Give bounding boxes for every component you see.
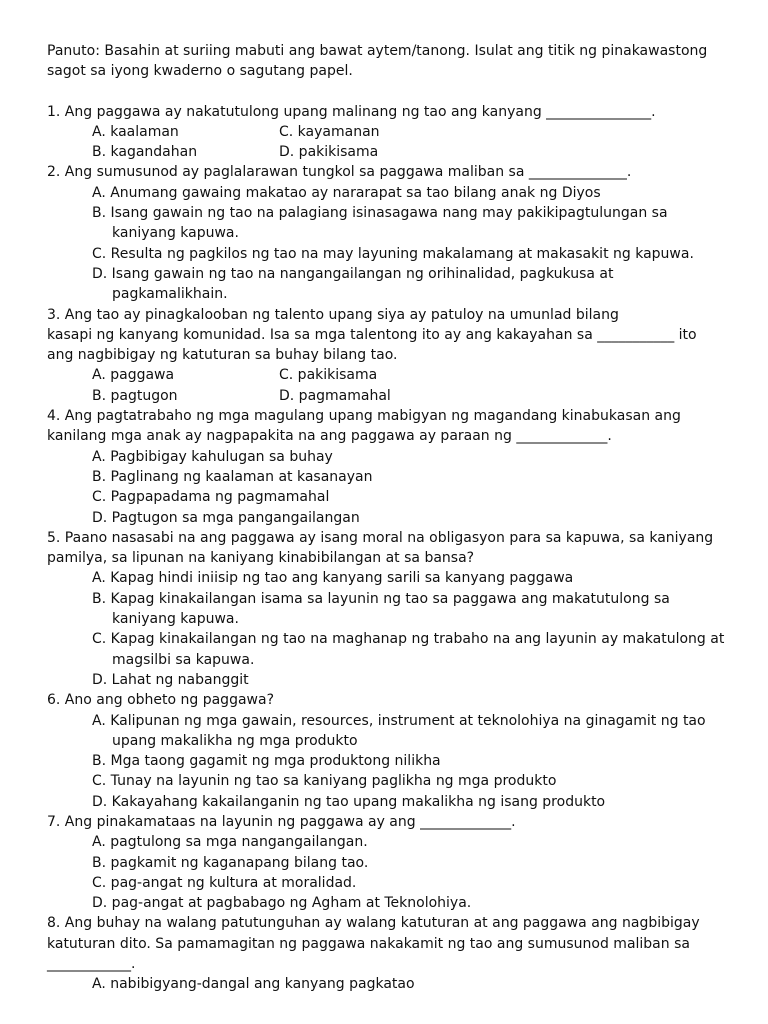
option-a: A. kaalaman (92, 123, 179, 140)
question-2 (47, 162, 728, 304)
option-d: D. Pagtugon sa mga pangangailangan (92, 509, 360, 526)
option-a: A. Kalipunan ng mga gawain, resources, instrument at teknolohiya na ginagamit ng tao upang makalikha ng mga produkto (92, 712, 706, 749)
question-7 (47, 812, 728, 913)
option-a: A. Kapag hindi iniisip ng tao ang kanyang sarili sa kanyang paggawa (92, 570, 574, 587)
question-text-line: kasapi ng kanyang komunidad. Isa sa mga talentong ito ay ang kakayahan sa ___________ ito (47, 326, 697, 343)
option-c: C. Kapag kinakailangan ng tao na maghanap ng trabaho na ang layunin ay makatulong at magsilbi sa kapuwa. (92, 631, 725, 668)
question-3 (47, 305, 728, 406)
option-c: C. Resulta ng pagkilos ng tao na may layuning makalamang at makasakit ng kapuwa. (92, 245, 694, 262)
options-grid (92, 122, 728, 163)
option-c: C. Tunay na layunin ng tao sa kaniyang paglikha ng mga produkto (92, 773, 557, 790)
option-d: D. pag-angat at pagbabago ng Agham at Teknolohiya. (92, 895, 472, 912)
question-text: 5. Paano nasasabi na ang paggawa ay isang moral na obligasyon para sa kapuwa, sa kaniyang pamilya, sa lipunan na kaniyang kinabibilangan at sa bansa? (47, 529, 714, 567)
option-d: D. pakikisama (279, 144, 379, 161)
option-b: B. pagkamit ng kaganapang bilang tao. (92, 854, 369, 871)
question-text: 4. Ang pagtatrabaho ng mga magulang upang mabigyan ng magandang kinabukasan ang kanilang mga anak ay nagpapakita na ang paggawa ay paraan ng _____________. (47, 408, 681, 445)
option-c: C. pakikisama (279, 367, 378, 384)
option-b: B. Mga taong gagamit ng mga produktong nilikha (92, 753, 441, 770)
instructions: Panuto: Basahin at suriing mabuti ang bawat aytem/tanong. Isulat ang titik ng pinakawastong sagot sa iyong kwaderno o sagutang papel. (47, 43, 708, 80)
option-c: C. Pagpapadama ng pagmamahal (92, 489, 330, 506)
question-text: 1. Ang paggawa ay nakatutulong upang malinang ng tao ang kanyang _______________. (47, 103, 656, 120)
question-5 (47, 528, 728, 690)
option-b: B. Paglinang ng kaalaman at kasanayan (92, 468, 373, 485)
option-c: C. kayamanan (279, 123, 380, 140)
option-a: A. nabibigyang-dangal ang kanyang pagkatao (92, 976, 415, 993)
option-d: D. Lahat ng nabanggit (92, 671, 249, 688)
option-d: D. Isang gawain ng tao na nangangailangan ng orihinalidad, pagkukusa at pagkamalikhain. (92, 265, 614, 303)
question-4 (47, 406, 728, 528)
question-text-line: 3. Ang tao ay pinagkalooban ng talento upang siya ay patuloy na umunlad bilang (47, 306, 619, 323)
question-1 (47, 102, 728, 163)
question-6 (47, 690, 728, 812)
question-8 (47, 913, 728, 994)
options-grid (92, 365, 728, 406)
option-a: A. pagtulong sa mga nangangailangan. (92, 834, 368, 851)
option-a: A. Pagbibigay kahulugan sa buhay (92, 448, 333, 465)
option-c: C. pag-angat ng kultura at moralidad. (92, 874, 357, 891)
option-a: A. Anumang gawaing makatao ay nararapat sa tao bilang anak ng Diyos (92, 184, 601, 201)
option-b: B. pagtugon (92, 387, 178, 404)
option-d: D. pagmamahal (279, 387, 391, 404)
option-b: B. Kapag kinakailangan isama sa layunin ng tao sa paggawa ang makatutulong sa kaniyang kapuwa. (92, 590, 670, 628)
question-text: 2. Ang sumusunod ay paglalarawan tungkol sa paggawa maliban sa ______________. (47, 164, 632, 181)
question-text-line: ang nagbibigay ng katuturan sa buhay bilang tao. (47, 347, 398, 364)
option-a: A. paggawa (92, 367, 175, 384)
option-d: D. Kakayahang kakailanganin ng tao upang makalikha ng isang produkto (92, 793, 606, 810)
option-b: B. kagandahan (92, 144, 198, 161)
question-text: 6. Ano ang obheto ng paggawa? (47, 692, 274, 709)
option-b: B. Isang gawain ng tao na palagiang isinasagawa nang may pakikipagtulungan sa kaniyang kapuwa. (92, 205, 668, 242)
question-text: 8. Ang buhay na walang patutunguhan ay walang katuturan at ang paggawa ang nagbibigay katuturan dito. Sa pamamagitan ng paggawa nakakamit ng tao ang sumusunod maliban sa ____________. (47, 915, 700, 973)
question-text: 7. Ang pinakamataas na layunin ng paggawa ay ang _____________. (47, 813, 516, 830)
